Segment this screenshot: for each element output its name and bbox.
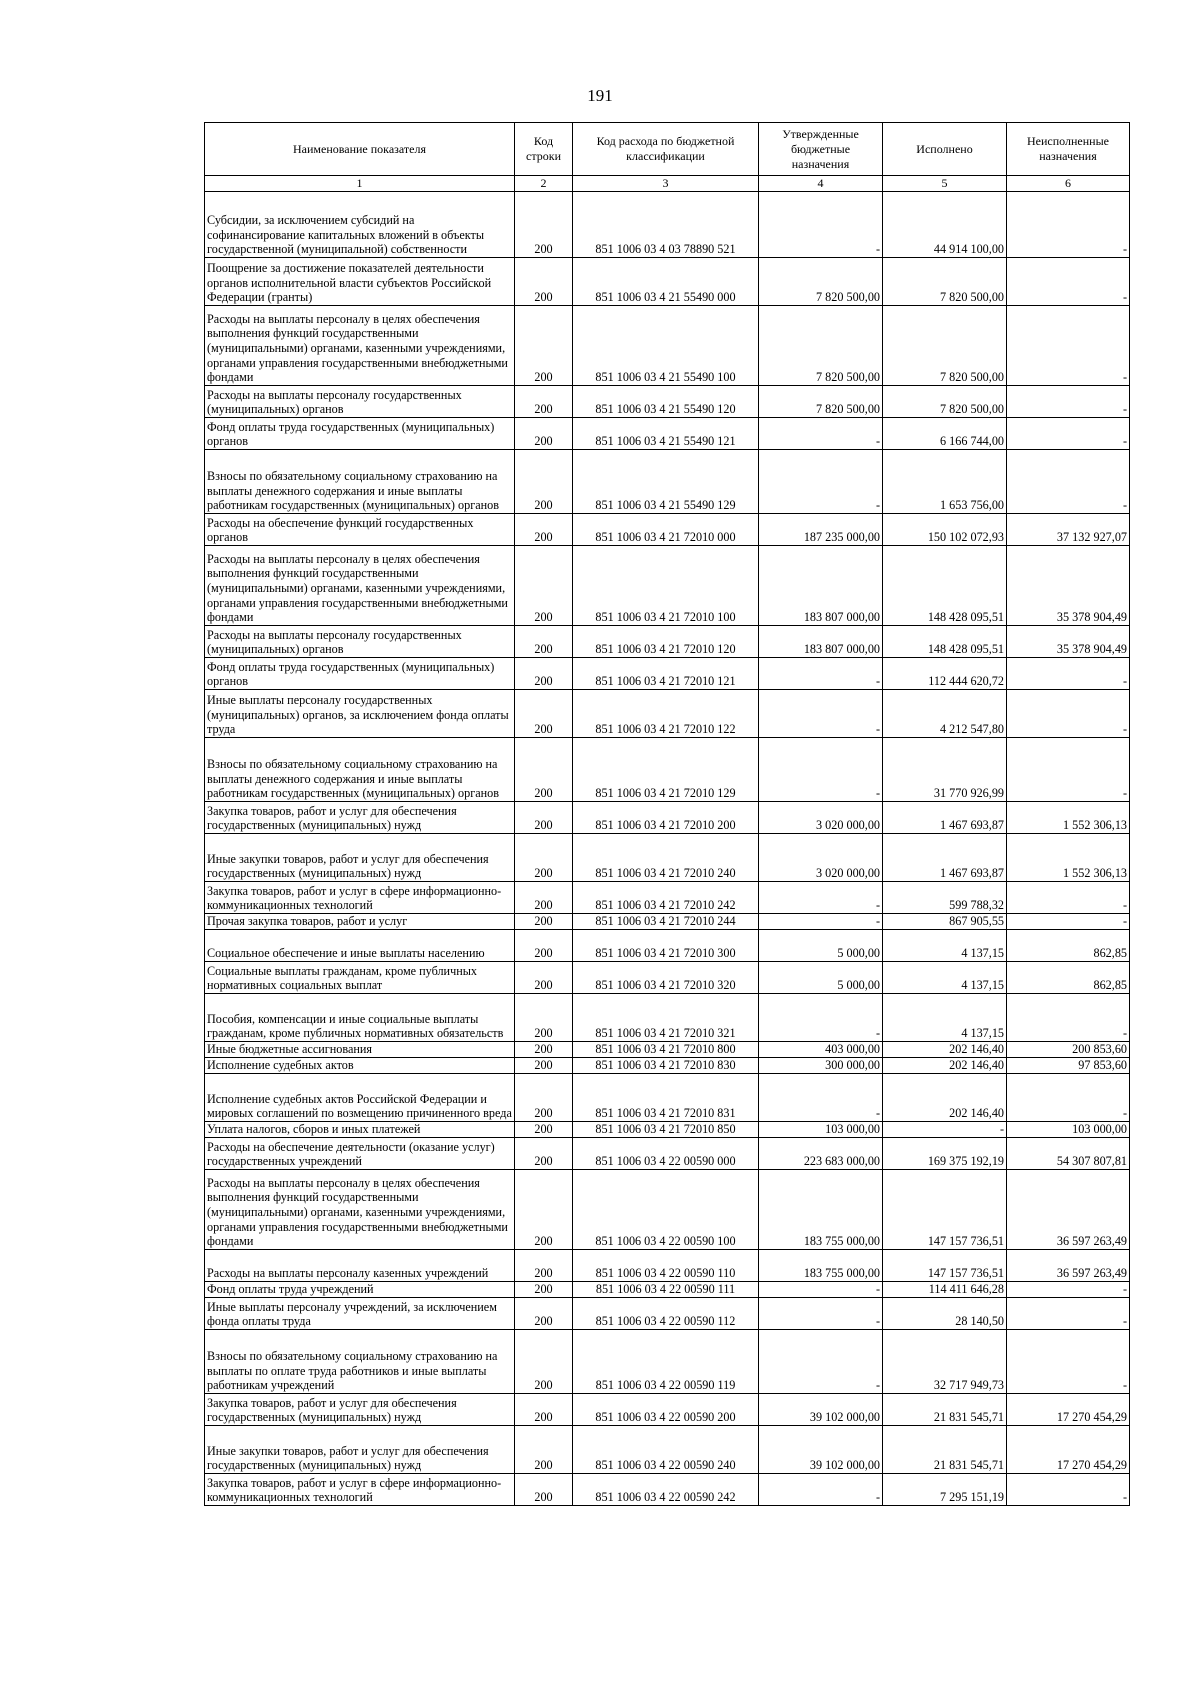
row-approved-cell: 183 807 000,00 — [759, 626, 883, 658]
row-executed-cell: 202 146,40 — [883, 1042, 1007, 1058]
row-budget-code-cell: 851 1006 03 4 21 72010 242 — [573, 882, 759, 914]
row-name-cell: Закупка товаров, работ и услуг в сфере информационно-коммуникационных технологий — [205, 882, 515, 914]
budget-report-table — [204, 122, 1130, 1506]
row-name-cell: Пособия, компенсации и иные социальные выплаты гражданам, кроме публичных нормативных обязательств — [205, 994, 515, 1042]
row-approved-cell: - — [759, 1074, 883, 1122]
row-unexecuted-cell: 103 000,00 — [1007, 1122, 1130, 1138]
table-body — [205, 192, 1130, 1506]
row-budget-code-cell: 851 1006 03 4 22 00590 111 — [573, 1282, 759, 1298]
row-unexecuted-cell: - — [1007, 1298, 1130, 1330]
table-row — [205, 192, 1130, 258]
row-budget-code-cell: 851 1006 03 4 21 72010 850 — [573, 1122, 759, 1138]
row-name-cell: Социальные выплаты гражданам, кроме публичных нормативных социальных выплат — [205, 962, 515, 994]
header-row — [205, 123, 1130, 176]
row-budget-code-cell: 851 1006 03 4 21 72010 320 — [573, 962, 759, 994]
row-name-cell: Закупка товаров, работ и услуг для обеспечения государственных (муниципальных) нужд — [205, 1394, 515, 1426]
row-line-code-cell: 200 — [515, 386, 573, 418]
row-name-cell: Взносы по обязательному социальному страхованию на выплаты по оплате труда работников и иные выплаты работникам учреждений — [205, 1330, 515, 1394]
row-name-cell: Расходы на выплаты персоналу государственных (муниципальных) органов — [205, 626, 515, 658]
row-line-code-cell: 200 — [515, 834, 573, 882]
row-unexecuted-cell: - — [1007, 450, 1130, 514]
row-line-code-cell: 200 — [515, 882, 573, 914]
column-number: 1 — [205, 176, 515, 192]
row-unexecuted-cell: - — [1007, 914, 1130, 930]
row-budget-code-cell: 851 1006 03 4 21 55490 120 — [573, 386, 759, 418]
row-executed-cell: 202 146,40 — [883, 1058, 1007, 1074]
table-row — [205, 834, 1130, 882]
row-approved-cell: - — [759, 1298, 883, 1330]
row-unexecuted-cell: - — [1007, 994, 1130, 1042]
row-budget-code-cell: 851 1006 03 4 22 00590 242 — [573, 1474, 759, 1506]
column-header-executed: Исполнено — [883, 123, 1007, 176]
row-line-code-cell: 200 — [515, 1074, 573, 1122]
row-line-code-cell: 200 — [515, 1298, 573, 1330]
column-header-name: Наименование показателя — [205, 123, 515, 176]
row-unexecuted-cell: 17 270 454,29 — [1007, 1426, 1130, 1474]
row-executed-cell: 6 166 744,00 — [883, 418, 1007, 450]
row-executed-cell: 7 820 500,00 — [883, 258, 1007, 306]
row-unexecuted-cell: 36 597 263,49 — [1007, 1170, 1130, 1250]
row-budget-code-cell: 851 1006 03 4 21 72010 129 — [573, 738, 759, 802]
row-approved-cell: - — [759, 450, 883, 514]
row-executed-cell: 4 137,15 — [883, 994, 1007, 1042]
row-approved-cell: - — [759, 192, 883, 258]
row-name-cell: Исполнение судебных актов Российской Федерации и мировых соглашений по возмещению причиненного вреда — [205, 1074, 515, 1122]
row-approved-cell: 39 102 000,00 — [759, 1394, 883, 1426]
row-unexecuted-cell: - — [1007, 1282, 1130, 1298]
row-budget-code-cell: 851 1006 03 4 21 55490 121 — [573, 418, 759, 450]
row-approved-cell: 5 000,00 — [759, 962, 883, 994]
table-row — [205, 1074, 1130, 1122]
column-header-budget-code: Код расхода по бюджетной классификации — [573, 123, 759, 176]
row-name-cell: Расходы на выплаты персоналу в целях обеспечения выполнения функций государственными (муниципальными) органами, казенными учреждениями, органами управления государственными внебюджетными фондами — [205, 1170, 515, 1250]
table-row — [205, 1426, 1130, 1474]
row-executed-cell: 202 146,40 — [883, 1074, 1007, 1122]
row-unexecuted-cell: 35 378 904,49 — [1007, 546, 1130, 626]
row-unexecuted-cell: - — [1007, 258, 1130, 306]
row-executed-cell: 21 831 545,71 — [883, 1426, 1007, 1474]
row-executed-cell: 148 428 095,51 — [883, 546, 1007, 626]
row-name-cell: Иные закупки товаров, работ и услуг для обеспечения государственных (муниципальных) нужд — [205, 834, 515, 882]
row-executed-cell: 867 905,55 — [883, 914, 1007, 930]
row-approved-cell: 3 020 000,00 — [759, 834, 883, 882]
row-approved-cell: - — [759, 738, 883, 802]
row-name-cell: Исполнение судебных актов — [205, 1058, 515, 1074]
row-budget-code-cell: 851 1006 03 4 21 72010 830 — [573, 1058, 759, 1074]
row-budget-code-cell: 851 1006 03 4 22 00590 200 — [573, 1394, 759, 1426]
table-row — [205, 690, 1130, 738]
row-budget-code-cell: 851 1006 03 4 21 55490 100 — [573, 306, 759, 386]
row-approved-cell: - — [759, 1282, 883, 1298]
row-approved-cell: 187 235 000,00 — [759, 514, 883, 546]
table-row — [205, 386, 1130, 418]
table-row — [205, 306, 1130, 386]
row-unexecuted-cell: - — [1007, 658, 1130, 690]
row-approved-cell: 3 020 000,00 — [759, 802, 883, 834]
row-unexecuted-cell: 54 307 807,81 — [1007, 1138, 1130, 1170]
row-budget-code-cell: 851 1006 03 4 03 78890 521 — [573, 192, 759, 258]
row-budget-code-cell: 851 1006 03 4 22 00590 119 — [573, 1330, 759, 1394]
row-line-code-cell: 200 — [515, 994, 573, 1042]
row-line-code-cell: 200 — [515, 1250, 573, 1282]
row-executed-cell: 114 411 646,28 — [883, 1282, 1007, 1298]
row-approved-cell: 183 755 000,00 — [759, 1250, 883, 1282]
row-line-code-cell: 200 — [515, 914, 573, 930]
row-line-code-cell: 200 — [515, 306, 573, 386]
row-approved-cell: 7 820 500,00 — [759, 306, 883, 386]
row-executed-cell: 7 295 151,19 — [883, 1474, 1007, 1506]
table-row — [205, 1250, 1130, 1282]
row-approved-cell: 403 000,00 — [759, 1042, 883, 1058]
row-executed-cell: 147 157 736,51 — [883, 1250, 1007, 1282]
row-name-cell: Фонд оплаты труда государственных (муниципальных) органов — [205, 418, 515, 450]
row-name-cell: Фонд оплаты труда государственных (муниципальных) органов — [205, 658, 515, 690]
row-executed-cell: 147 157 736,51 — [883, 1170, 1007, 1250]
table-row — [205, 1170, 1130, 1250]
table-row — [205, 1474, 1130, 1506]
row-unexecuted-cell: - — [1007, 386, 1130, 418]
row-line-code-cell: 200 — [515, 546, 573, 626]
row-unexecuted-cell: 36 597 263,49 — [1007, 1250, 1130, 1282]
row-name-cell: Фонд оплаты труда учреждений — [205, 1282, 515, 1298]
column-number: 3 — [573, 176, 759, 192]
row-name-cell: Расходы на выплаты персоналу государственных (муниципальных) органов — [205, 386, 515, 418]
row-name-cell: Взносы по обязательному социальному страхованию на выплаты денежного содержания и иные выплаты работникам государственных (муниципальных) органов — [205, 738, 515, 802]
row-line-code-cell: 200 — [515, 690, 573, 738]
row-budget-code-cell: 851 1006 03 4 21 55490 129 — [573, 450, 759, 514]
row-unexecuted-cell: - — [1007, 418, 1130, 450]
table-row — [205, 1282, 1130, 1298]
row-name-cell: Социальное обеспечение и иные выплаты населению — [205, 930, 515, 962]
row-line-code-cell: 200 — [515, 962, 573, 994]
row-executed-cell: 112 444 620,72 — [883, 658, 1007, 690]
row-unexecuted-cell: - — [1007, 690, 1130, 738]
row-unexecuted-cell: 37 132 927,07 — [1007, 514, 1130, 546]
row-name-cell: Прочая закупка товаров, работ и услуг — [205, 914, 515, 930]
row-unexecuted-cell: - — [1007, 1074, 1130, 1122]
row-executed-cell: - — [883, 1122, 1007, 1138]
row-approved-cell: 7 820 500,00 — [759, 258, 883, 306]
table-row — [205, 1298, 1130, 1330]
row-budget-code-cell: 851 1006 03 4 21 72010 831 — [573, 1074, 759, 1122]
row-approved-cell: 5 000,00 — [759, 930, 883, 962]
row-name-cell: Расходы на обеспечение функций государственных органов — [205, 514, 515, 546]
row-unexecuted-cell: 17 270 454,29 — [1007, 1394, 1130, 1426]
table-row — [205, 914, 1130, 930]
row-budget-code-cell: 851 1006 03 4 21 72010 120 — [573, 626, 759, 658]
row-approved-cell: - — [759, 418, 883, 450]
row-budget-code-cell: 851 1006 03 4 21 72010 244 — [573, 914, 759, 930]
row-line-code-cell: 200 — [515, 738, 573, 802]
row-approved-cell: - — [759, 882, 883, 914]
table-row — [205, 1394, 1130, 1426]
row-executed-cell: 4 137,15 — [883, 930, 1007, 962]
table-row — [205, 1042, 1130, 1058]
row-line-code-cell: 200 — [515, 1474, 573, 1506]
row-line-code-cell: 200 — [515, 1426, 573, 1474]
row-approved-cell: - — [759, 1474, 883, 1506]
row-unexecuted-cell: 862,85 — [1007, 962, 1130, 994]
row-line-code-cell: 200 — [515, 1282, 573, 1298]
row-executed-cell: 21 831 545,71 — [883, 1394, 1007, 1426]
column-number: 5 — [883, 176, 1007, 192]
row-unexecuted-cell: 862,85 — [1007, 930, 1130, 962]
row-executed-cell: 599 788,32 — [883, 882, 1007, 914]
row-line-code-cell: 200 — [515, 1058, 573, 1074]
row-line-code-cell: 200 — [515, 258, 573, 306]
row-budget-code-cell: 851 1006 03 4 21 72010 240 — [573, 834, 759, 882]
row-unexecuted-cell: 1 552 306,13 — [1007, 834, 1130, 882]
row-line-code-cell: 200 — [515, 1138, 573, 1170]
row-line-code-cell: 200 — [515, 1394, 573, 1426]
row-name-cell: Иные выплаты персоналу государственных (муниципальных) органов, за исключением фонда оплаты труда — [205, 690, 515, 738]
row-approved-cell: 7 820 500,00 — [759, 386, 883, 418]
column-header-unexecuted: Неисполненные назначения — [1007, 123, 1130, 176]
row-line-code-cell: 200 — [515, 418, 573, 450]
row-executed-cell: 4 137,15 — [883, 962, 1007, 994]
column-number-row — [205, 176, 1130, 192]
row-name-cell: Закупка товаров, работ и услуг для обеспечения государственных (муниципальных) нужд — [205, 802, 515, 834]
row-unexecuted-cell: 97 853,60 — [1007, 1058, 1130, 1074]
row-budget-code-cell: 851 1006 03 4 21 55490 000 — [573, 258, 759, 306]
row-name-cell: Субсидии, за исключением субсидий на софинансирование капитальных вложений в объекты государственной (муниципальной) собственности — [205, 192, 515, 258]
column-number: 6 — [1007, 176, 1130, 192]
row-executed-cell: 148 428 095,51 — [883, 626, 1007, 658]
row-executed-cell: 31 770 926,99 — [883, 738, 1007, 802]
row-executed-cell: 7 820 500,00 — [883, 386, 1007, 418]
row-executed-cell: 1 467 693,87 — [883, 834, 1007, 882]
row-unexecuted-cell: 1 552 306,13 — [1007, 802, 1130, 834]
row-line-code-cell: 200 — [515, 514, 573, 546]
table-row — [205, 626, 1130, 658]
column-number: 4 — [759, 176, 883, 192]
row-executed-cell: 44 914 100,00 — [883, 192, 1007, 258]
row-budget-code-cell: 851 1006 03 4 21 72010 321 — [573, 994, 759, 1042]
row-name-cell: Расходы на выплаты персоналу казенных учреждений — [205, 1250, 515, 1282]
row-budget-code-cell: 851 1006 03 4 22 00590 240 — [573, 1426, 759, 1474]
row-executed-cell: 32 717 949,73 — [883, 1330, 1007, 1394]
row-executed-cell: 150 102 072,93 — [883, 514, 1007, 546]
row-approved-cell: - — [759, 658, 883, 690]
table-row — [205, 418, 1130, 450]
column-number: 2 — [515, 176, 573, 192]
row-budget-code-cell: 851 1006 03 4 21 72010 200 — [573, 802, 759, 834]
row-approved-cell: 183 807 000,00 — [759, 546, 883, 626]
row-unexecuted-cell: - — [1007, 738, 1130, 802]
row-name-cell: Поощрение за достижение показателей деятельности органов исполнительной власти субъектов Российской Федерации (гранты) — [205, 258, 515, 306]
table-row — [205, 802, 1130, 834]
table-row — [205, 994, 1130, 1042]
row-line-code-cell: 200 — [515, 1330, 573, 1394]
row-executed-cell: 4 212 547,80 — [883, 690, 1007, 738]
row-name-cell: Иные закупки товаров, работ и услуг для обеспечения государственных (муниципальных) нужд — [205, 1426, 515, 1474]
row-line-code-cell: 200 — [515, 802, 573, 834]
row-budget-code-cell: 851 1006 03 4 21 72010 000 — [573, 514, 759, 546]
row-name-cell: Взносы по обязательному социальному страхованию на выплаты денежного содержания и иные выплаты работникам государственных (муниципальных) органов — [205, 450, 515, 514]
row-budget-code-cell: 851 1006 03 4 21 72010 100 — [573, 546, 759, 626]
row-approved-cell: - — [759, 690, 883, 738]
table-row — [205, 1058, 1130, 1074]
row-line-code-cell: 200 — [515, 450, 573, 514]
row-budget-code-cell: 851 1006 03 4 21 72010 122 — [573, 690, 759, 738]
row-executed-cell: 1 467 693,87 — [883, 802, 1007, 834]
row-line-code-cell: 200 — [515, 626, 573, 658]
row-budget-code-cell: 851 1006 03 4 22 00590 100 — [573, 1170, 759, 1250]
row-name-cell: Расходы на выплаты персоналу в целях обеспечения выполнения функций государственными (муниципальными) органами, казенными учреждениями, органами управления государственными внебюджетными фондами — [205, 306, 515, 386]
row-name-cell: Закупка товаров, работ и услуг в сфере информационно-коммуникационных технологий — [205, 1474, 515, 1506]
row-budget-code-cell: 851 1006 03 4 21 72010 300 — [573, 930, 759, 962]
row-unexecuted-cell: 200 853,60 — [1007, 1042, 1130, 1058]
table-row — [205, 546, 1130, 626]
table-row — [205, 882, 1130, 914]
row-approved-cell: 183 755 000,00 — [759, 1170, 883, 1250]
table-row — [205, 658, 1130, 690]
row-budget-code-cell: 851 1006 03 4 21 72010 121 — [573, 658, 759, 690]
row-unexecuted-cell: - — [1007, 882, 1130, 914]
row-line-code-cell: 200 — [515, 658, 573, 690]
table-row — [205, 1122, 1130, 1138]
row-name-cell: Расходы на выплаты персоналу в целях обеспечения выполнения функций государственными (муниципальными) органами, казенными учреждениями, органами управления государственными внебюджетными фондами — [205, 546, 515, 626]
row-unexecuted-cell: - — [1007, 1330, 1130, 1394]
row-executed-cell: 1 653 756,00 — [883, 450, 1007, 514]
row-budget-code-cell: 851 1006 03 4 22 00590 112 — [573, 1298, 759, 1330]
row-line-code-cell: 200 — [515, 192, 573, 258]
row-name-cell: Иные выплаты персоналу учреждений, за исключением фонда оплаты труда — [205, 1298, 515, 1330]
row-unexecuted-cell: - — [1007, 306, 1130, 386]
table-row — [205, 1330, 1130, 1394]
row-line-code-cell: 200 — [515, 1170, 573, 1250]
table-row — [205, 514, 1130, 546]
row-line-code-cell: 200 — [515, 1042, 573, 1058]
row-budget-code-cell: 851 1006 03 4 21 72010 800 — [573, 1042, 759, 1058]
row-budget-code-cell: 851 1006 03 4 22 00590 000 — [573, 1138, 759, 1170]
table-row — [205, 450, 1130, 514]
row-approved-cell: 103 000,00 — [759, 1122, 883, 1138]
table-row — [205, 1138, 1130, 1170]
row-unexecuted-cell: - — [1007, 192, 1130, 258]
row-approved-cell: - — [759, 994, 883, 1042]
row-name-cell: Расходы на обеспечение деятельности (оказание услуг) государственных учреждений — [205, 1138, 515, 1170]
table-row — [205, 258, 1130, 306]
row-name-cell: Иные бюджетные ассигнования — [205, 1042, 515, 1058]
page-number: 191 — [587, 86, 613, 105]
row-line-code-cell: 200 — [515, 1122, 573, 1138]
table-row — [205, 930, 1130, 962]
row-line-code-cell: 200 — [515, 930, 573, 962]
row-approved-cell: - — [759, 1330, 883, 1394]
row-approved-cell: 300 000,00 — [759, 1058, 883, 1074]
row-approved-cell: - — [759, 914, 883, 930]
row-unexecuted-cell: - — [1007, 1474, 1130, 1506]
row-executed-cell: 169 375 192,19 — [883, 1138, 1007, 1170]
row-executed-cell: 28 140,50 — [883, 1298, 1007, 1330]
row-approved-cell: 39 102 000,00 — [759, 1426, 883, 1474]
table-row — [205, 738, 1130, 802]
row-budget-code-cell: 851 1006 03 4 22 00590 110 — [573, 1250, 759, 1282]
row-executed-cell: 7 820 500,00 — [883, 306, 1007, 386]
column-header-line-code: Код строки — [515, 123, 573, 176]
column-header-approved: Утвержденные бюджетные назначения — [759, 123, 883, 176]
row-name-cell: Уплата налогов, сборов и иных платежей — [205, 1122, 515, 1138]
row-approved-cell: 223 683 000,00 — [759, 1138, 883, 1170]
table-row — [205, 962, 1130, 994]
row-unexecuted-cell: 35 378 904,49 — [1007, 626, 1130, 658]
